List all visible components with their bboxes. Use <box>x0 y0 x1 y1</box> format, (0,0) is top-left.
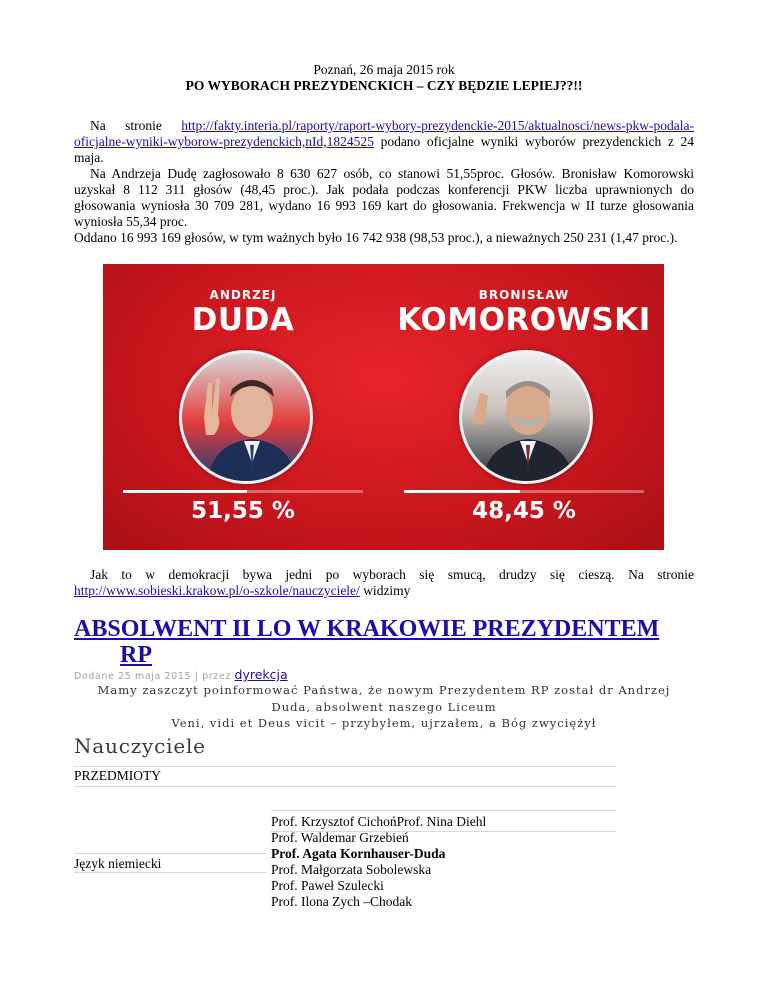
post-meta <box>74 667 288 682</box>
teachers-heading: Nauczyciele <box>74 734 206 758</box>
candidate-panel-duda <box>103 264 383 550</box>
candidate-last-name: DUDA <box>191 302 295 338</box>
subjects-column-header: PRZEDMIOTY <box>74 768 161 783</box>
table-rule <box>271 810 616 811</box>
intro-line: Veni, vidi et Deus vicit – przybyłem, ujrzałem, a Bóg zwyciężył <box>171 716 597 730</box>
post-title-link[interactable] <box>74 616 714 668</box>
after-graphic-paragraph <box>74 567 694 599</box>
sobieski-teachers-link[interactable]: http://www.sobieski.krakow.pl/o-szkole/nauczyciele/ <box>74 583 360 598</box>
candidate-first-name: ANDRZEJ <box>209 288 277 302</box>
candidate-panel-komorowski <box>384 264 664 550</box>
post-title-line2[interactable]: RP <box>120 642 152 668</box>
teacher-item-highlighted: Prof. Agata Kornhauser-Duda <box>271 846 446 861</box>
table-rule <box>74 766 616 767</box>
teacher-list <box>271 814 486 910</box>
after-graphic-suffix: widzimy <box>363 583 411 598</box>
paragraph-source-suffix: podano oficjalne wyniki wyborów prezydenckich z 24 maja. <box>74 134 694 165</box>
paragraph-source <box>74 118 694 166</box>
article-body <box>74 118 694 246</box>
intro-line: Mamy zaszczyt poinformować Państwa, że nowym Prezydentem RP został dr Andrzej <box>97 683 671 697</box>
teacher-item: Prof. Małgorzata Sobolewska <box>271 862 432 877</box>
table-rule <box>74 853 266 854</box>
after-graphic-text: Jak to w demokracji bywa jedni po wyborach się smucą, drudzy się cieszą. Na stronie <box>90 567 694 582</box>
teacher-item: Prof. Krzysztof CichońProf. Nina Diehl <box>271 814 487 829</box>
table-rule <box>74 872 266 873</box>
teacher-item: Prof. Waldemar Grzebień <box>271 830 409 845</box>
subject-name: Język niemiecki <box>74 856 162 871</box>
vote-share-fill-duda <box>123 490 247 493</box>
candidate-first-name: BRONISŁAW <box>478 288 570 302</box>
post-date: Dodane 25 maja 2015 | przez <box>74 671 231 682</box>
date-line: Poznań, 26 maja 2015 rok <box>313 62 455 77</box>
teacher-item: Prof. Paweł Szulecki <box>271 878 384 893</box>
post-author-link[interactable]: dyrekcja <box>234 667 288 682</box>
teacher-item: Prof. Ilona Zych –Chodak <box>271 894 412 909</box>
table-rule <box>74 786 616 787</box>
paragraph-votes: Oddano 16 993 169 głosów, w tym ważnych było 16 742 938 (98,53 proc.), a nieważnych 250 231 (1,47 proc.). <box>74 230 678 245</box>
paragraph-results: Na Andrzeja Dudę zagłosowało 8 630 627 osób, co stanowi 51,55proc. Głosów. Bronisław Komorowski uzyskał 8 112 311 głosów (48,45 proc.). Jak podała podczas konferencji PKW liczba uprawnionych do głosowania wyniosła 30 709 281, wydano 16 993 169 kart do głosowania. Frekwencja w II turze głosowania wyniosła 55,34 proc. <box>74 166 694 229</box>
post-title-line1[interactable]: ABSOLWENT II LO W KRAKOWIE PREZYDENTEM <box>74 616 660 642</box>
document-title: PO WYBORACH PREZYDENCKICH – CZY BĘDZIE LEPIEJ??!! <box>185 78 583 93</box>
candidate-last-name: KOMOROWSKI <box>397 302 651 338</box>
election-results-graphic <box>103 264 664 550</box>
vote-share-bar-duda <box>123 490 363 493</box>
post-intro <box>74 682 694 732</box>
candidate-portrait-komorowski <box>459 350 593 484</box>
candidate-percent: 48,45 % <box>472 498 576 524</box>
interia-results-link[interactable]: http://fakty.interia.pl/raporty/raport-wybory-prezydenckie-2015/aktualnosci/news-pkw-podala-oficjalne-wyniki-wyborow-prezydenckich,nId,1824525 <box>74 118 695 149</box>
vote-share-bar-komorowski <box>404 490 644 493</box>
candidate-percent: 51,55 % <box>191 498 295 524</box>
intro-line: Duda, absolwent naszego Liceum <box>271 699 497 714</box>
vote-share-fill-komorowski <box>404 490 520 493</box>
paragraph-source-prefix: Na stronie <box>90 118 162 133</box>
candidate-portrait-duda <box>179 350 313 484</box>
